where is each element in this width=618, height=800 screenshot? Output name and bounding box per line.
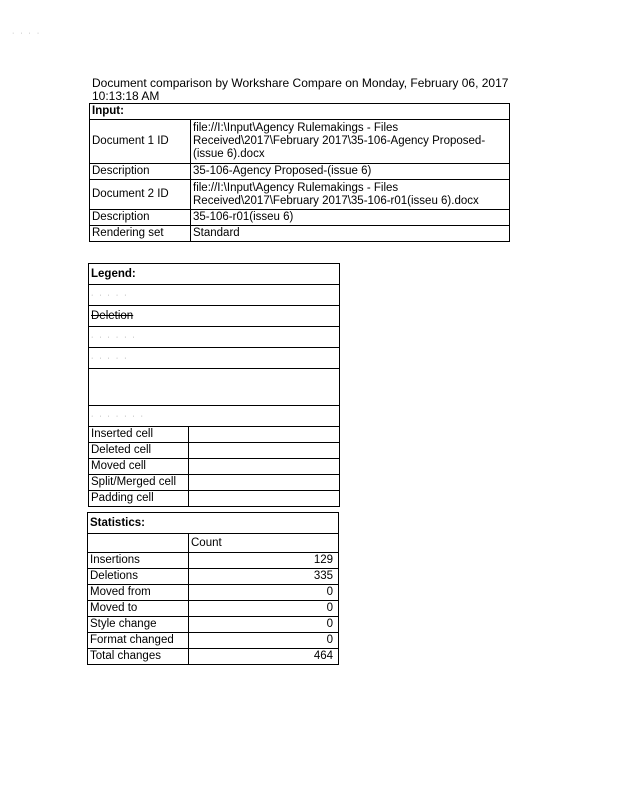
stat-label-format-changed: Format changed bbox=[88, 633, 189, 649]
legend-title: Legend: bbox=[89, 264, 340, 285]
stat-count-deletions: 335 bbox=[189, 569, 339, 585]
stat-count-moved-from: 0 bbox=[189, 585, 339, 601]
input-title: Input: bbox=[90, 104, 510, 120]
legend-moved-cell: Moved cell bbox=[89, 459, 189, 475]
doc2-id-label: Document 2 ID bbox=[90, 180, 191, 210]
rendering-set-label: Rendering set bbox=[90, 226, 191, 242]
legend-item-style-change bbox=[89, 406, 340, 427]
doc2-description-value: 35-106-r01(isseu 6) bbox=[191, 210, 510, 226]
stat-count-insertions: 129 bbox=[189, 553, 339, 569]
doc1-description-label: Description bbox=[90, 164, 191, 180]
stat-label-style-change: Style change bbox=[88, 617, 189, 633]
stat-count-style-change: 0 bbox=[189, 617, 339, 633]
legend-swatch bbox=[189, 491, 340, 507]
legend-swatch bbox=[189, 427, 340, 443]
legend-swatch bbox=[189, 459, 340, 475]
legend-faint-text: · · · · · · · bbox=[91, 413, 145, 420]
stat-label-insertions: Insertions bbox=[88, 553, 189, 569]
legend-swatch bbox=[189, 475, 340, 491]
doc1-id-value: file://I:\Input\Agency Rulemakings - Files Received\2017\February 2017\35-106-Agency Proposed-(issue 6).docx bbox=[191, 120, 510, 164]
legend-faint-text: · · · · · bbox=[91, 292, 129, 299]
legend-item-insertion bbox=[89, 285, 340, 306]
legend-deleted-cell: Deleted cell bbox=[89, 443, 189, 459]
stat-label-moved-from: Moved from bbox=[88, 585, 189, 601]
legend-inserted-cell: Inserted cell bbox=[89, 427, 189, 443]
doc1-id-label: Document 1 ID bbox=[90, 120, 191, 164]
legend-item-blank bbox=[89, 369, 340, 406]
legend-faint-text: · · · · · bbox=[91, 355, 129, 362]
legend-item-moved-to bbox=[89, 348, 340, 369]
legend-padding-cell: Padding cell bbox=[89, 491, 189, 507]
stat-count-total-changes: 464 bbox=[189, 649, 339, 665]
doc2-description-label: Description bbox=[90, 210, 191, 226]
legend-table bbox=[88, 263, 340, 507]
rendering-set-value: Standard bbox=[191, 226, 510, 242]
deletion-label: Deletion bbox=[91, 309, 134, 322]
legend-faint-text: · · · · · · bbox=[91, 334, 137, 341]
stats-header-blank bbox=[88, 534, 189, 553]
stat-count-moved-to: 0 bbox=[189, 601, 339, 617]
stat-label-moved-to: Moved to bbox=[88, 601, 189, 617]
stat-label-deletions: Deletions bbox=[88, 569, 189, 585]
stat-label-total-changes: Total changes bbox=[88, 649, 189, 665]
doc1-description-value: 35-106-Agency Proposed-(issue 6) bbox=[191, 164, 510, 180]
statistics-title: Statistics: bbox=[88, 513, 339, 534]
legend-split-merged-cell: Split/Merged cell bbox=[89, 475, 189, 491]
legend-swatch bbox=[189, 443, 340, 459]
doc2-id-value: file://I:\Input\Agency Rulemakings - Files Received\2017\February 2017\35-106-r01(isseu 6).docx bbox=[191, 180, 510, 210]
legend-item-deletion bbox=[89, 306, 340, 327]
stat-count-format-changed: 0 bbox=[189, 633, 339, 649]
scan-marks: · · · · bbox=[12, 30, 42, 37]
input-table bbox=[89, 103, 510, 242]
statistics-table bbox=[87, 512, 339, 665]
legend-item-moved-from bbox=[89, 327, 340, 348]
comparison-header: Document comparison by Workshare Compare on Monday, February 06, 2017 10:13:18 AM bbox=[92, 76, 509, 103]
count-header: Count bbox=[189, 534, 339, 553]
